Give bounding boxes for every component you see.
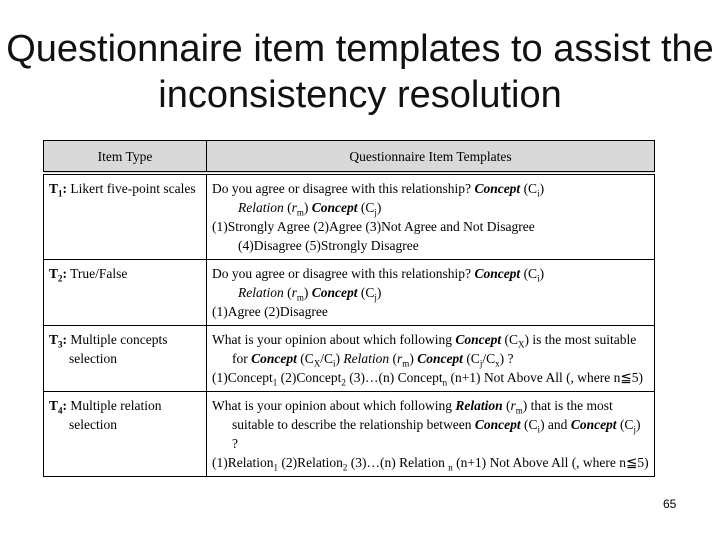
slide-title: Questionnaire item templates to assist the inconsistency resolution bbox=[6, 28, 714, 116]
item-type-cell: $T_1$: Likert five-point scales bbox=[44, 173, 207, 260]
questionnaire-templates-table bbox=[43, 140, 655, 477]
header-item-type: Item Type bbox=[44, 141, 207, 174]
table-row bbox=[44, 392, 655, 477]
item-type-label: Multiple relation selection bbox=[69, 398, 162, 432]
template-cell: Do you agree or disagree with this relationship? Concept $(C_i)$ Relation $(r_m)$ Concept $(C_j)$ (1)Strongly Agree (2)Agree (3)Not Agree and Not Disagree (4)Disagree (5)Strongly Disagree bbox=[207, 173, 655, 260]
template-cell: What is your opinion about which following Concept $(C_X)$ is the most suitable for Concept $(C_X/C_i)$ Relation $(r_m)$ Concept $(C_j/C_x)$ ? (1)Concept$_1$ (2)Concept$_2$ (3)…(n) Concept$_n$ (n+1) Not Above All (, where n≦5) bbox=[207, 326, 655, 392]
header-templates: Questionnaire Item Templates bbox=[207, 141, 655, 174]
item-type-label: Multiple concepts selection bbox=[69, 332, 168, 366]
answer-options: (1)Relation$_1$ (2)Relation$_2$ (3)…(n) Relation $_n$ (n+1) Not Above All (, where n≦5) bbox=[212, 455, 649, 473]
table-row bbox=[44, 326, 655, 392]
answer-options: (1)Agree (2)Disagree bbox=[212, 304, 328, 319]
item-type-label: Likert five-point scales bbox=[70, 181, 196, 196]
answer-options: (4)Disagree (5)Strongly Disagree bbox=[238, 238, 419, 253]
answer-options: (1)Strongly Agree (2)Agree (3)Not Agree and Not Disagree bbox=[212, 219, 535, 234]
table-row bbox=[44, 260, 655, 326]
template-cell: Do you agree or disagree with this relationship? Concept $(C_i)$ Relation $(r_m)$ Concept $(C_j)$ (1)Agree (2)Disagree bbox=[207, 260, 655, 326]
item-type-label: True/False bbox=[70, 266, 128, 281]
page-number: 65 bbox=[663, 497, 677, 511]
item-type-cell: $T_3$: Multiple concepts selection bbox=[44, 326, 207, 392]
item-type-cell: $T_4$: Multiple relation selection bbox=[44, 392, 207, 477]
table-header-row bbox=[44, 141, 655, 174]
table-row bbox=[44, 173, 655, 260]
template-cell: What is your opinion about which following Relation $(r_m)$ that is the most suitable to describe the relationship between Concept $(C_i)$ and Concept $(C_j)$ ? (1)Relation$_1$ (2)Relation$_2$ (3)…(n) Relation $_n$ (n+1) Not Above All (, where n≦5) bbox=[207, 392, 655, 477]
item-type-cell: $T_2$: True/False bbox=[44, 260, 207, 326]
answer-options: (1)Concept$_1$ (2)Concept$_2$ (3)…(n) Concept$_n$ (n+1) Not Above All (, where n≦5) bbox=[212, 370, 643, 388]
